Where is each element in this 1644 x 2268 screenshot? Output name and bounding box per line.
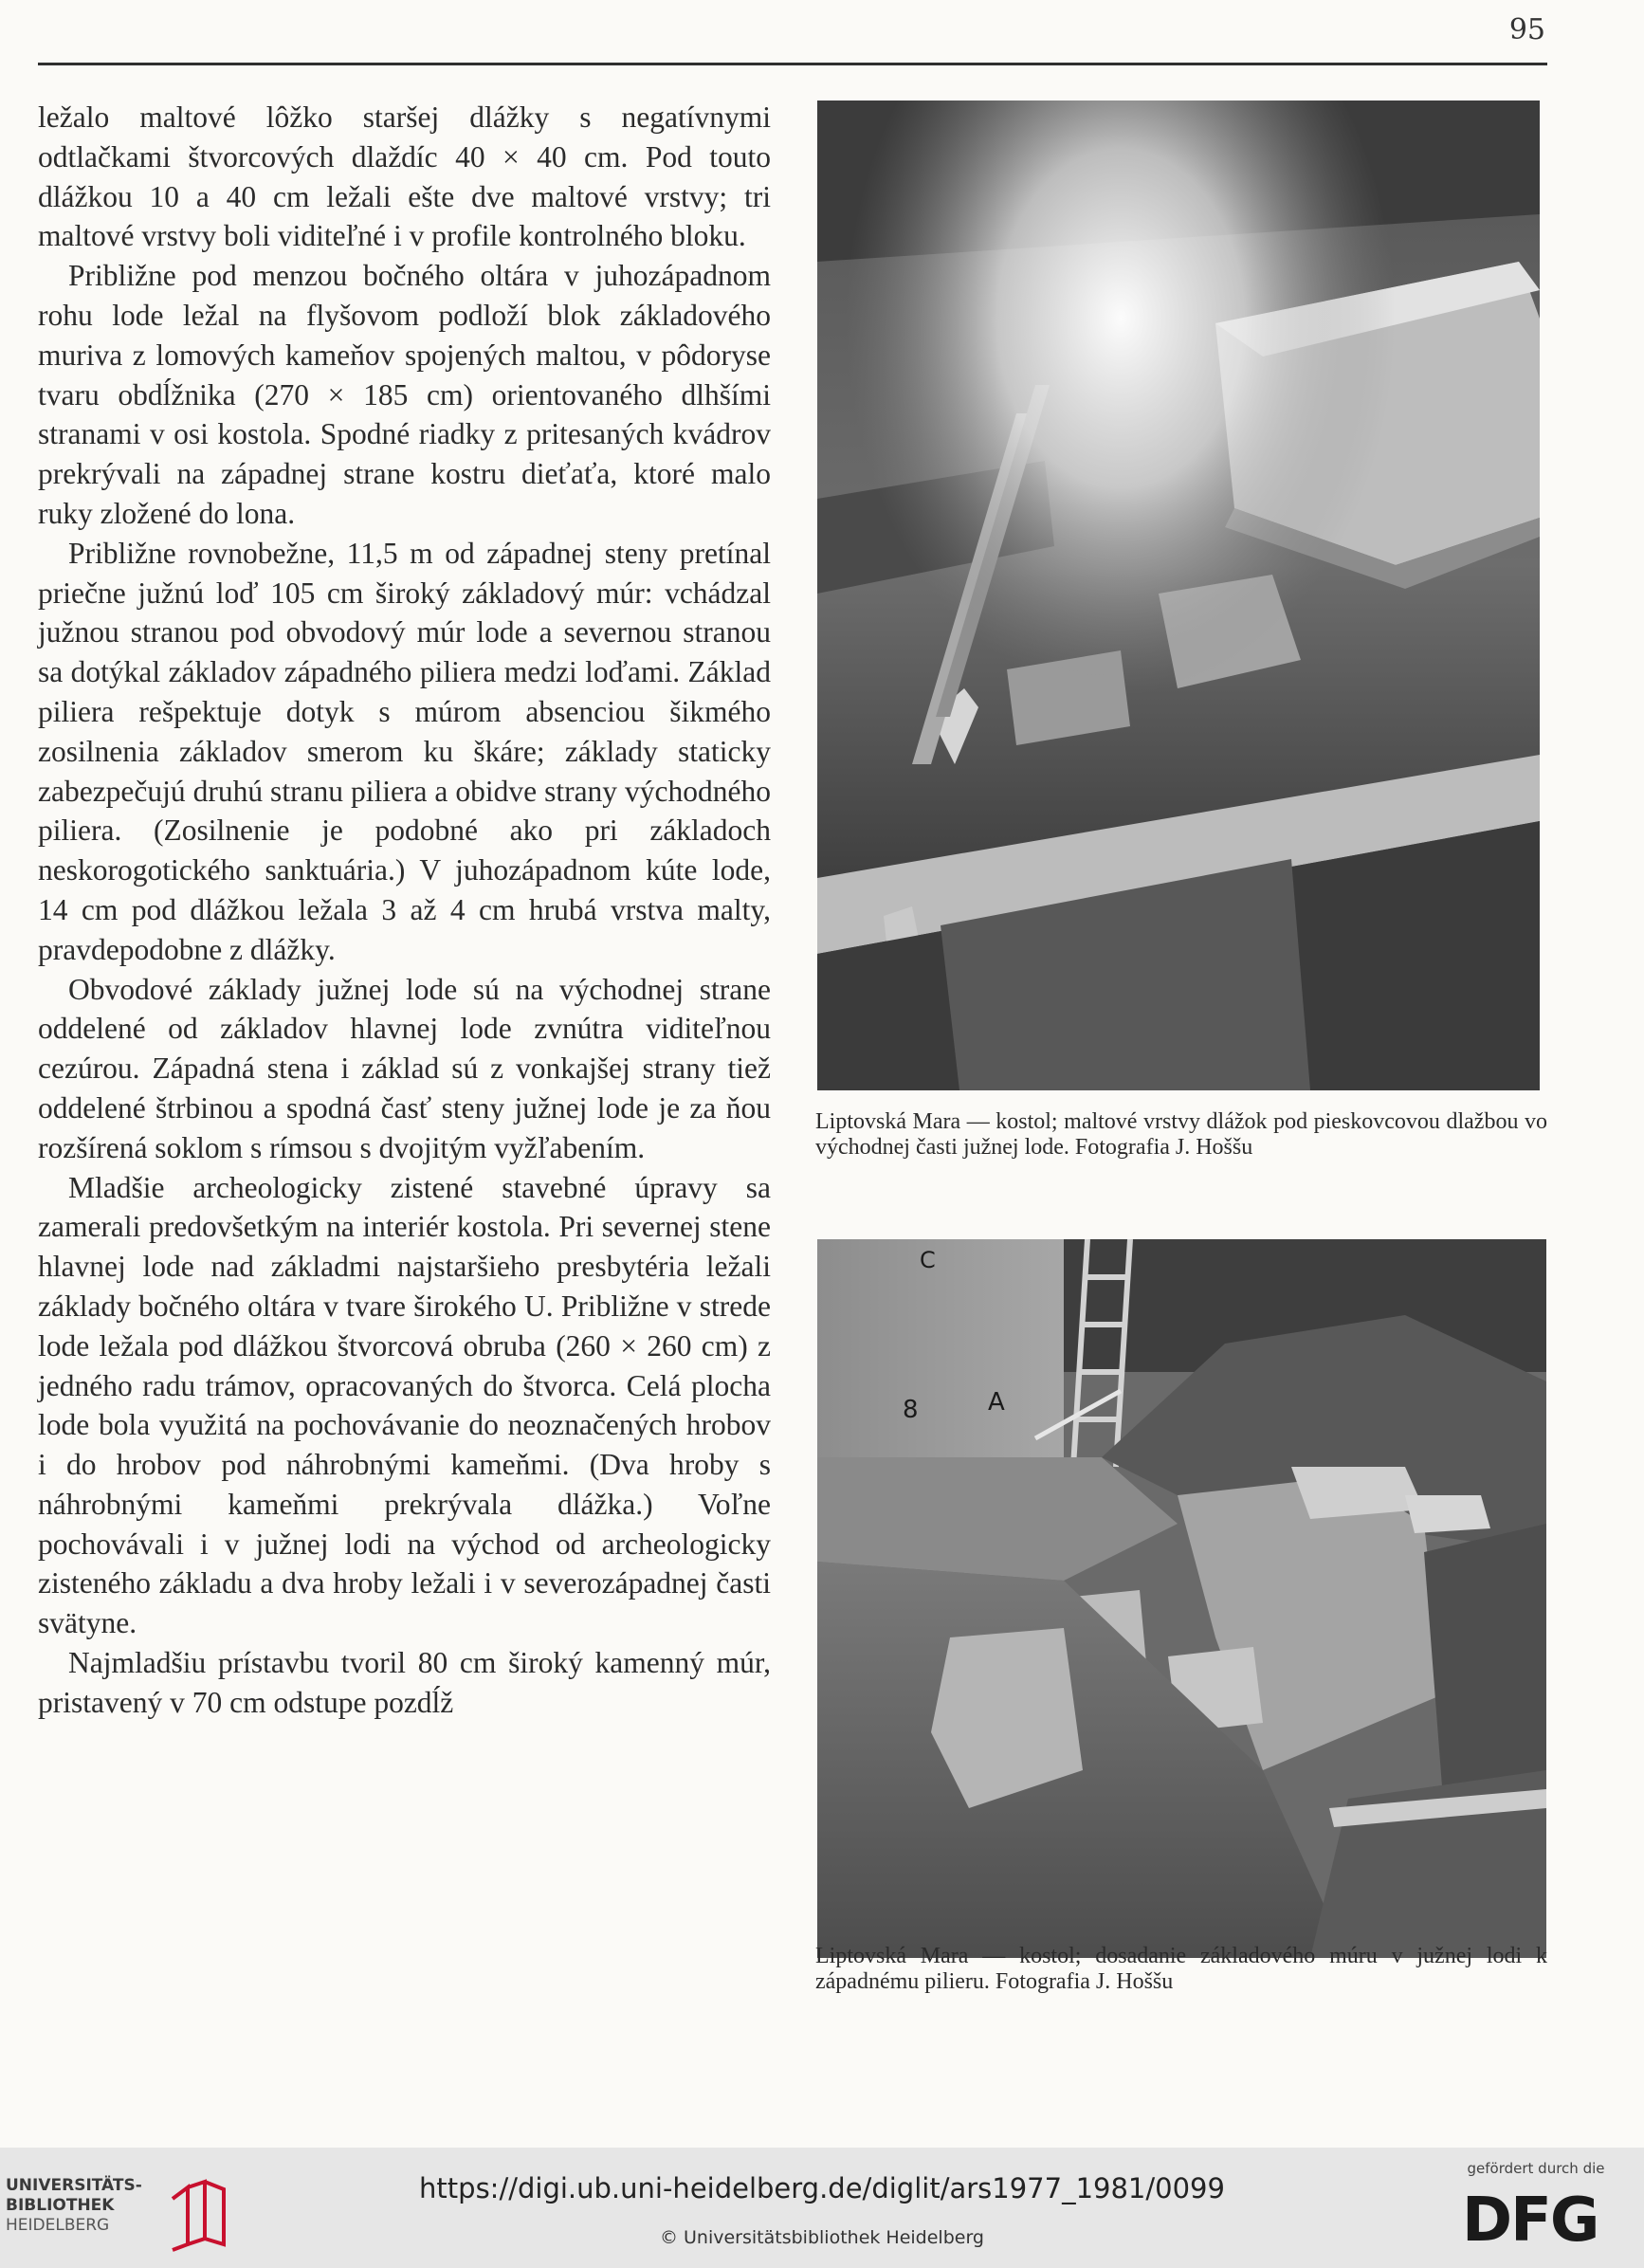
dfg-logo-text: DFG — [1462, 2186, 1598, 2248]
copyright-notice: © Universitätsbibliothek Heidelberg — [659, 2227, 984, 2248]
header-rule — [38, 63, 1547, 65]
figure-2 — [817, 1239, 1546, 1958]
library-line-1: UNIVERSITÄTS- — [6, 2176, 142, 2195]
library-line-3: HEIDELBERG — [6, 2216, 110, 2235]
dfg-logo-icon[interactable] — [1462, 2186, 1623, 2248]
sponsor-note: gefördert durch die — [1467, 2160, 1605, 2177]
digitization-footer — [0, 2148, 1644, 2268]
body-paragraph: Mladšie archeologicky zistené stavebné úpravy sa zamerali predovšetkým na interiér kostola. Pri severnej stene hlavnej lode nad základmi najstaršieho presbytéria ležali základy bočného oltára v tvare širokého U. Približne v strede lode ležala pod dlážkou štvorcová obruba (260 × 260 cm) z jedného radu trámov, opracovaných do štvorca. Celá plocha lode bola využitá na pochovávanie do neoznačených hrobov i do hrobov pod náhrobnými kameňmi. (Dva hroby s náhrobnými kameňmi prekrývala dlážka.) Voľne pochovávali i v južnej lodi na východ od archeologicky zisteného základu a dva hroby ležali i v severozápadnej časti svätyne. — [38, 1170, 771, 1640]
source-url-link[interactable]: https://digi.ub.uni-heidelberg.de/diglit/ars1977_1981/0099 — [419, 2172, 1225, 2204]
photo-mark-8: 8 — [903, 1396, 919, 1424]
figure-1 — [817, 101, 1540, 1090]
photo-mark-c: C — [920, 1247, 936, 1273]
body-paragraph: Približne rovnobežne, 11,5 m od západnej steny pretínal priečne južnú loď 105 cm široký základový múr: vchádzal južnou stranou pod obvodový múr lode a severnou stranou sa dotýkal základov západného piliera medzi loďami. Základ piliera rešpektuje dotyk s múrom absenciou šikmého zosilnenia základov smerom ku škáre; základy staticky zabezpečujú druhú stranu piliera a obidve strany východného piliera. (Zosilnenie je podobné ako pri základoch neskorogotického sanktuária.) V juhozápadnom kúte lode, 14 cm pod dlážkou ležala 3 až 4 cm hrubá vrstva malty, pravdepodobne z dlážky. — [38, 536, 771, 966]
library-line-2: BIBLIOTHEK — [6, 2196, 115, 2215]
figure-1-caption: Liptovská Mara — kostol; maltové vrstvy dlážok pod pieskovcovou dlažbou vo východnej časti južnej lode. Fotografia J. Hoššu — [815, 1109, 1547, 1160]
photo-mark-a: A — [988, 1388, 1005, 1417]
page-number: 95 — [1508, 13, 1545, 46]
body-paragraph: Obvodové základy južnej lode sú na východnej strane oddelené od základov hlavnej lode zvnútra viditeľnou cezúrou. Západná stena i základ sú z vonkajšej strany tiež oddelené štrbinou a spodná časť steny južnej lode je za ňou rozšírená soklom s rímsou s dvojitým vyžľabením. — [38, 972, 771, 1164]
body-paragraph: Približne pod menzou bočného oltára v juhozápadnom rohu lode ležal na flyšovom podloží blok základového muriva z lomových kameňov spojených maltou, v pôdoryse tvaru obdĺžnika (270 × 185 cm) orientovaného dlhšími stranami v osi kostola. Spodné riadky z pritesaných kvádrov prekrývali na západnej strane kostru dieťaťa, ktoré malo ruky zložené do lona. — [38, 259, 771, 530]
figure-2-caption: Liptovská Mara — kostol; dosadanie základového múru v južnej lodi k západnému pilieru. Fotografia J. Hoššu — [815, 1944, 1547, 1994]
body-text-column — [38, 98, 771, 1723]
body-paragraph: ležalo maltové lôžko staršej dlážky s negatívnymi odtlačkami štvorcových dlaždíc 40 × 40 cm. Pod touto dlážkou 10 a 40 cm ležali ešte dve maltové vrstvy; tri maltové vrstvy boli viditeľné i v profile kontrolného bloku. — [38, 101, 771, 253]
excavation-photo-2 — [817, 1239, 1546, 1958]
excavation-photo-1 — [817, 101, 1540, 1090]
body-paragraph: Najmladšiu prístavbu tvoril 80 cm široký kamenný múr, pristavený v 70 cm odstupe pozdĺž — [38, 1646, 771, 1719]
